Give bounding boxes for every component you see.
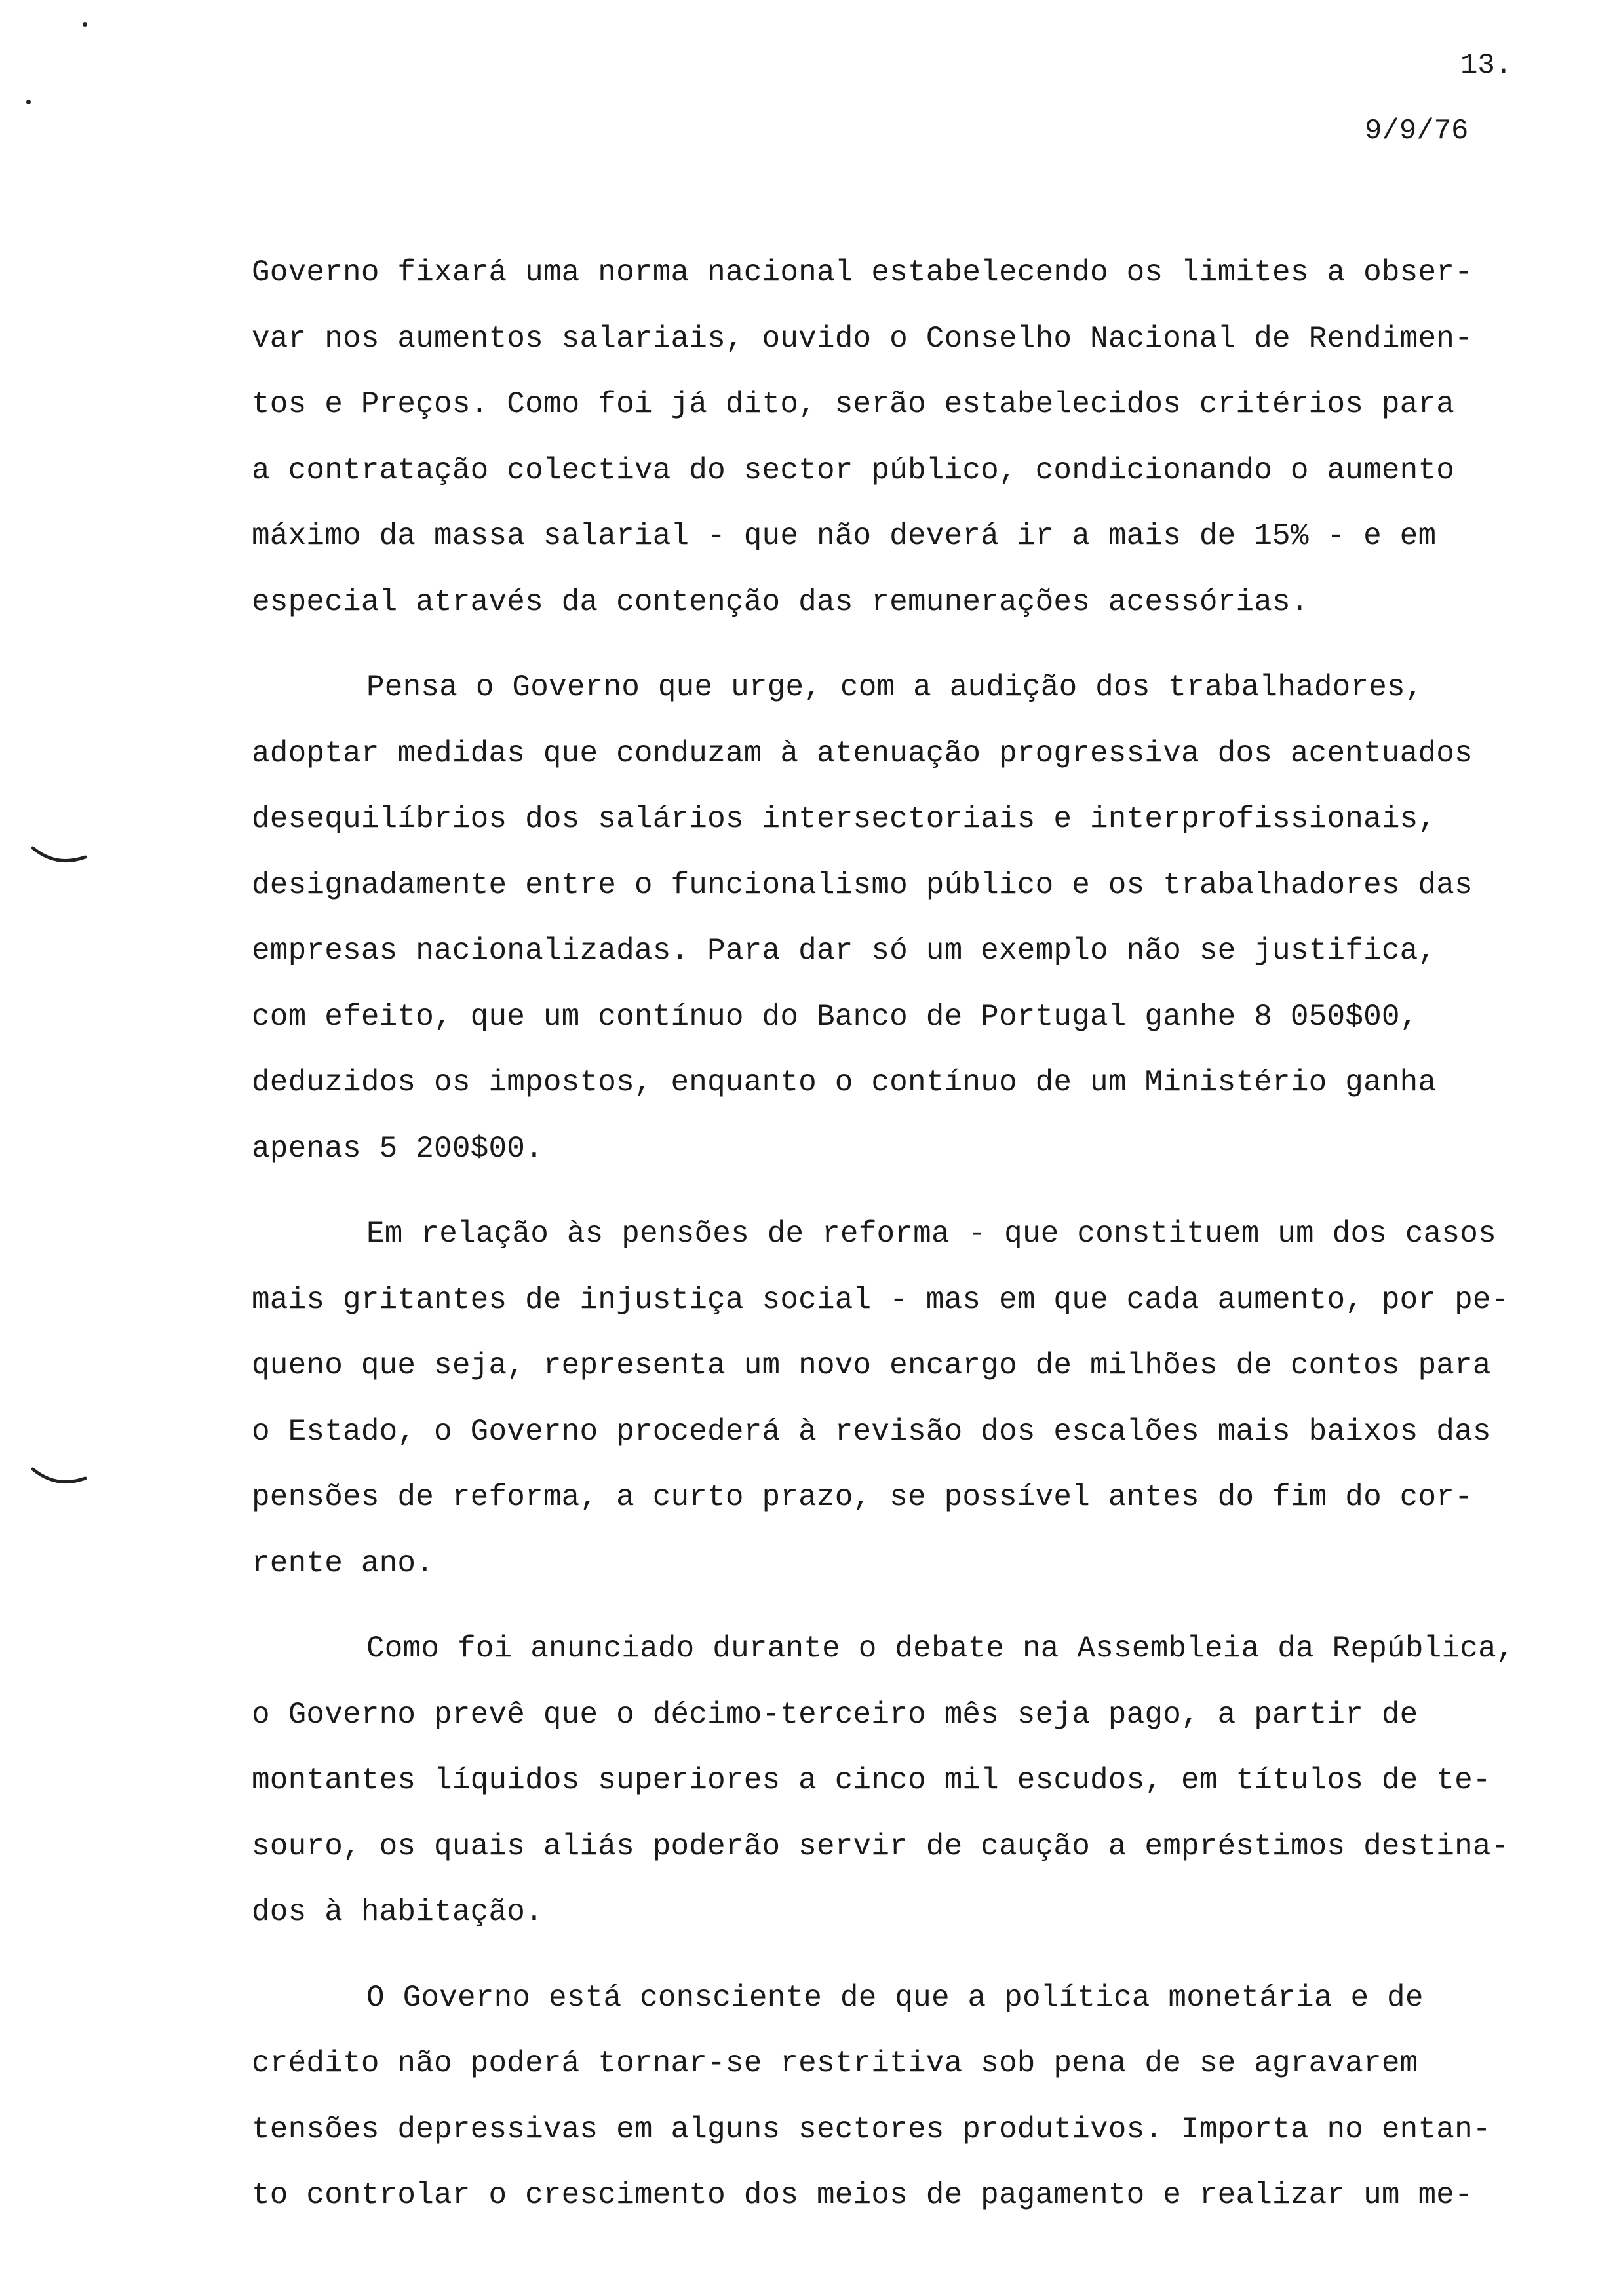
text-line: souro, os quais aliás poderão servir de caução a empréstimos destina-	[252, 1829, 1509, 1864]
paragraph	[252, 1201, 1602, 1596]
paragraph	[252, 240, 1602, 635]
text-line: Pensa o Governo que urge, com a audição dos trabalhadores,	[366, 670, 1424, 704]
text-line: var nos aumentos salariais, ouvido o Conselho Nacional de Rendimen-	[252, 321, 1473, 356]
text-line: adoptar medidas que conduzam à atenuação progressiva dos acentuados	[252, 736, 1473, 771]
text-line: especial através da contenção das remunerações acessórias.	[252, 584, 1309, 619]
text-line: dos à habitação.	[252, 1895, 543, 1929]
scan-speck-top	[83, 22, 87, 27]
text-line: Em relação às pensões de reforma - que constituem um dos casos	[366, 1217, 1496, 1251]
text-line: pensões de reforma, a curto prazo, se possível antes do fim do cor-	[252, 1480, 1473, 1514]
text-line: empresas nacionalizadas. Para dar só um exemplo não se justifica,	[252, 934, 1437, 968]
text-line: to controlar o crescimento dos meios de pagamento e realizar um me-	[252, 2178, 1473, 2212]
text-line: O Governo está consciente de que a política monetária e de	[366, 1980, 1424, 2015]
scan-speck-upper	[26, 100, 31, 104]
text-line: crédito não poderá tornar-se restritiva sob pena de se agravarem	[252, 2046, 1418, 2080]
text-line: desequilíbrios dos salários intersectoriais e interprofissionais,	[252, 802, 1437, 836]
text-line: o Governo prevê que o décimo-terceiro mês seja pago, a partir de	[252, 1697, 1418, 1732]
document-body	[252, 240, 1602, 2248]
text-line: designadamente entre o funcionalismo público e os trabalhadores das	[252, 868, 1473, 902]
paragraph	[252, 655, 1602, 1181]
page-number: 13.	[1460, 49, 1513, 82]
text-line: apenas 5 200$00.	[252, 1131, 543, 1166]
binding-hole-mark-upper	[30, 845, 88, 865]
paragraph	[252, 1616, 1602, 1945]
text-line: máximo da massa salarial - que não deverá ir a mais de 15% - e em	[252, 519, 1437, 553]
paragraph	[252, 1965, 1602, 2229]
text-line: deduzidos os impostos, enquanto o contínuo de um Ministério ganha	[252, 1065, 1437, 1100]
text-line: mais gritantes de injustiça social - mas em que cada aumento, por pe-	[252, 1282, 1509, 1317]
text-line: montantes líquidos superiores a cinco mil escudos, em títulos de te-	[252, 1763, 1491, 1797]
text-line: o Estado, o Governo procederá à revisão dos escalões mais baixos das	[252, 1414, 1491, 1449]
text-line: tensões depressivas em alguns sectores produtivos. Importa no entan-	[252, 2112, 1491, 2147]
text-line: Governo fixará uma norma nacional estabelecendo os limites a obser-	[252, 256, 1473, 290]
text-line: rente ano.	[252, 1546, 435, 1580]
text-line: a contratação colectiva do sector público, condicionando o aumento	[252, 453, 1455, 488]
text-line: Como foi anunciado durante o debate na Assembleia da República,	[366, 1632, 1515, 1666]
text-line: com efeito, que um contínuo do Banco de Portugal ganhe 8 050$00,	[252, 999, 1418, 1034]
binding-hole-mark-lower	[30, 1466, 88, 1486]
text-line: tos e Preços. Como foi já dito, serão estabelecidos critérios para	[252, 387, 1455, 421]
page-date: 9/9/76	[1365, 115, 1469, 147]
text-line: queno que seja, representa um novo encargo de milhões de contos para	[252, 1349, 1491, 1383]
